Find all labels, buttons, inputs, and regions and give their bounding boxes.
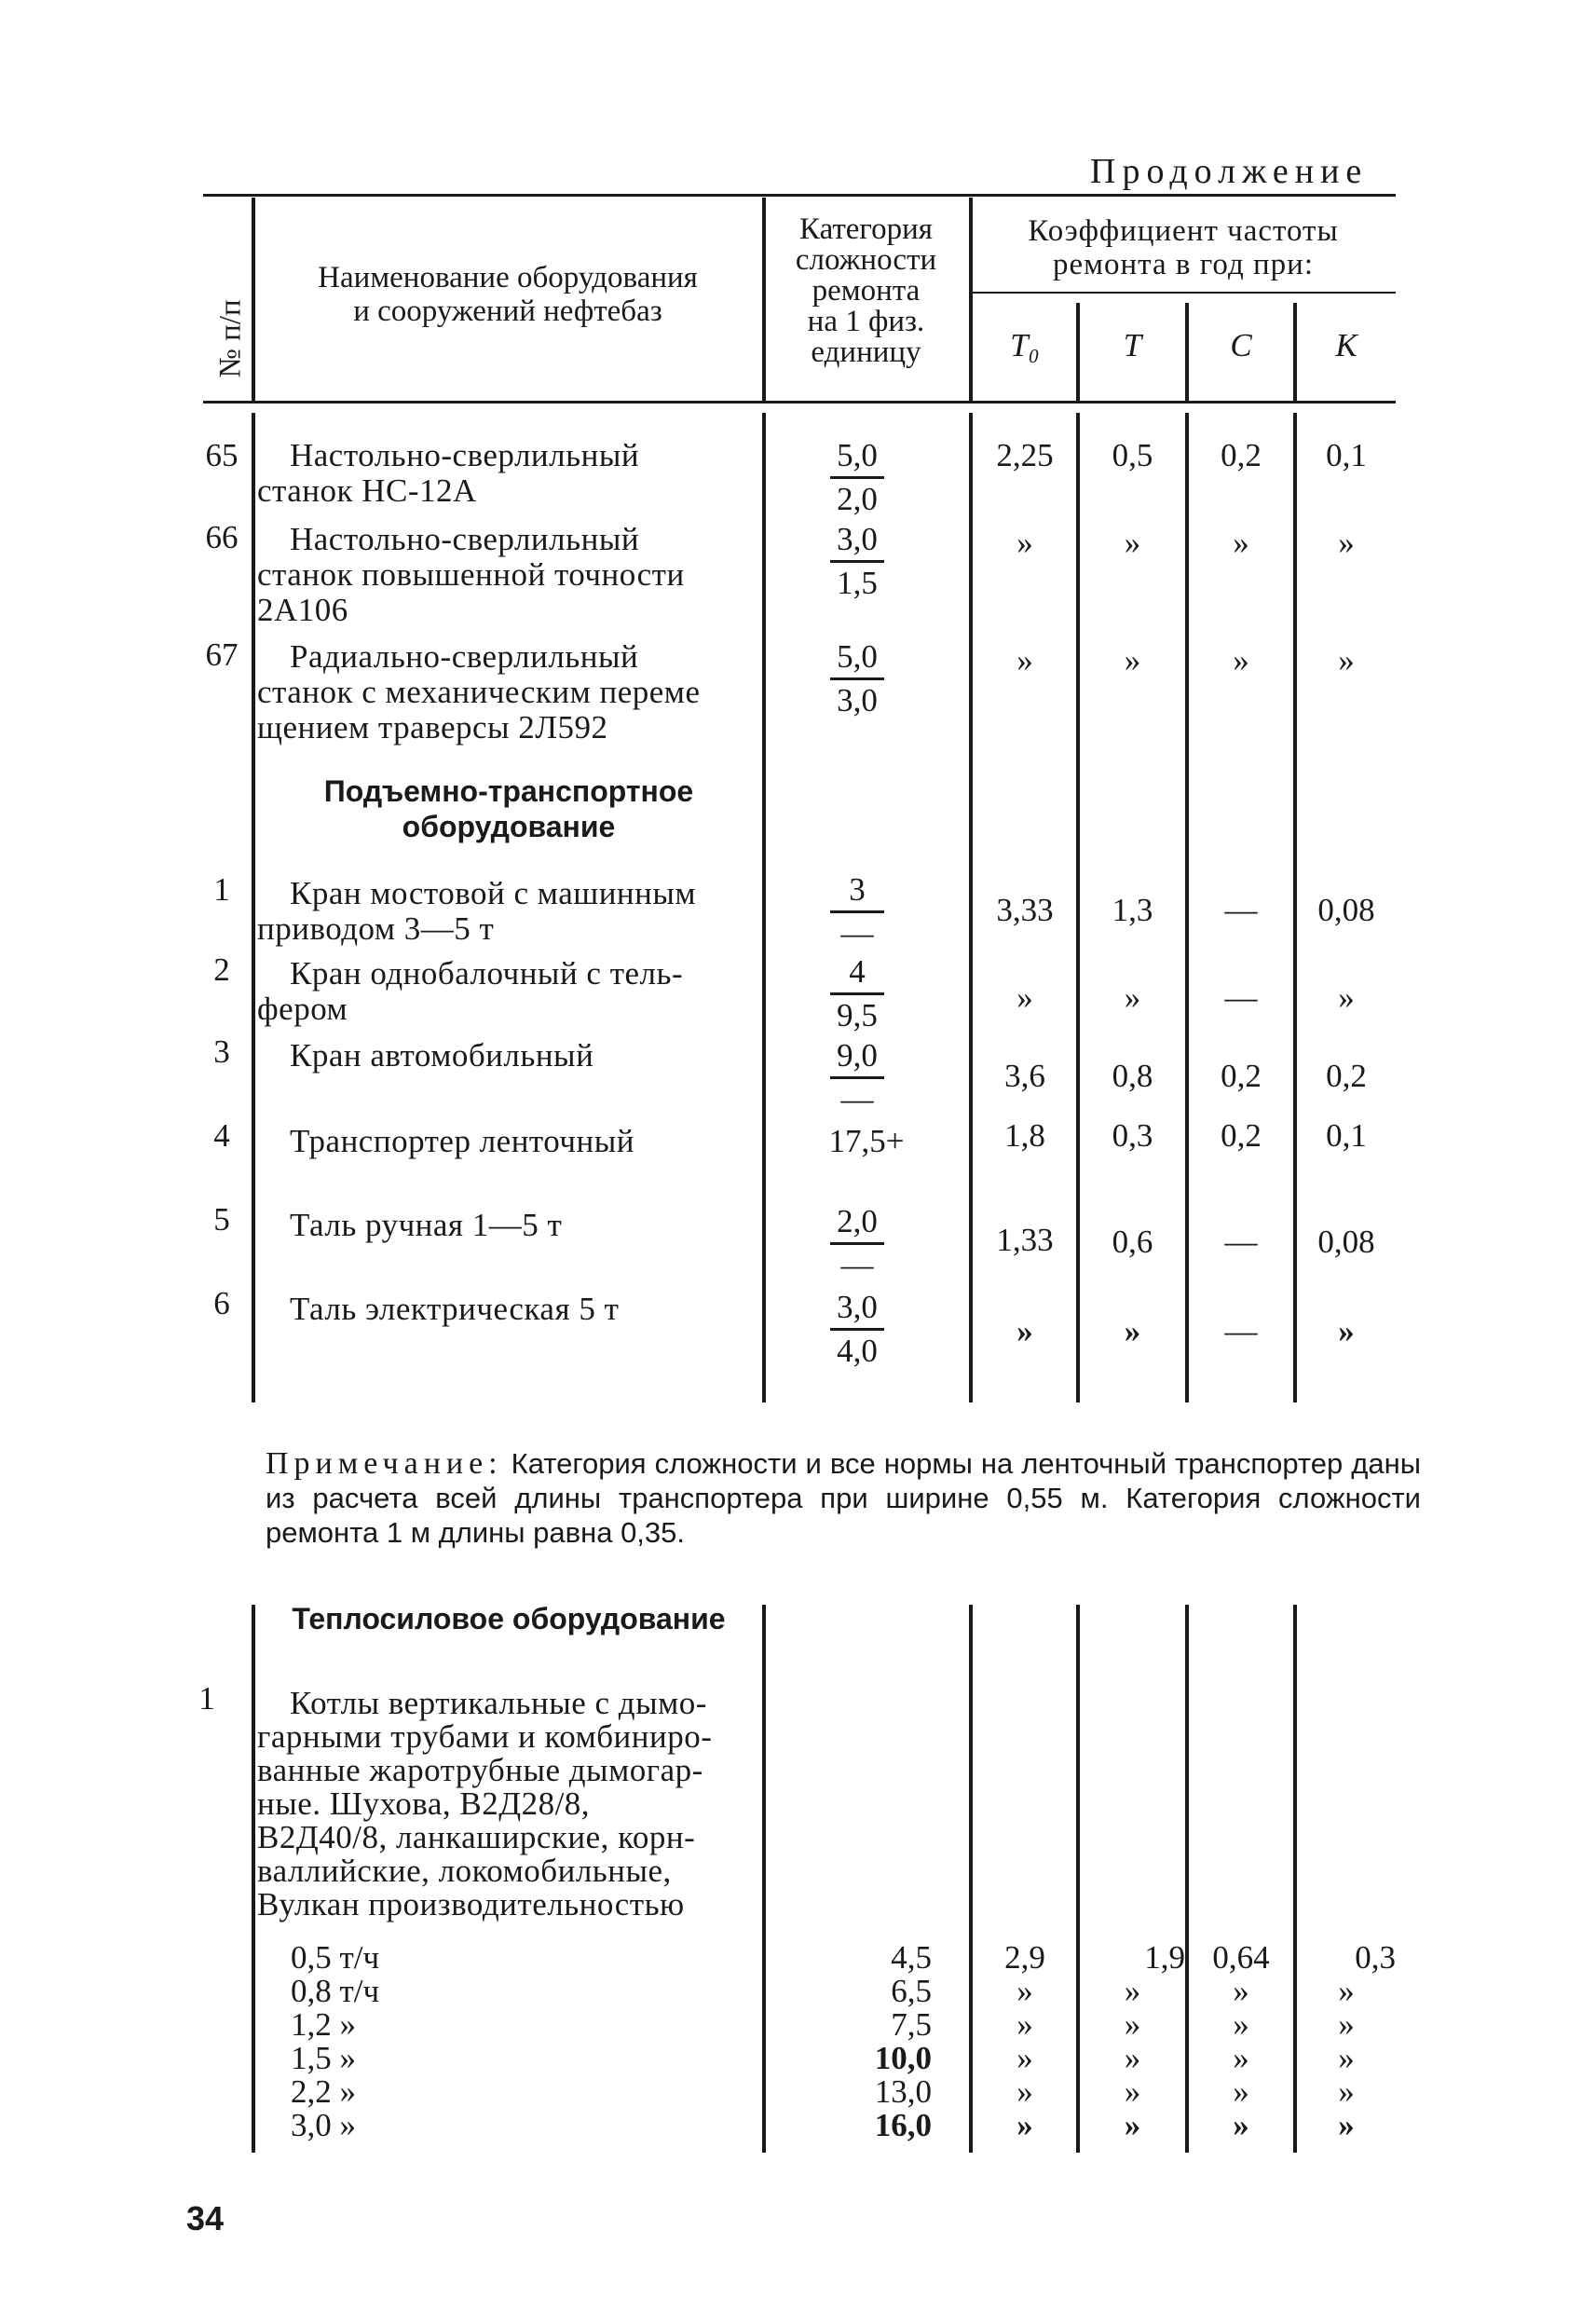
body-divider-cat	[969, 413, 973, 1402]
row-l1-category-den: —	[840, 915, 874, 951]
section-lifting-line2: оборудование	[402, 810, 616, 843]
boiler-row3-t: »	[1124, 2006, 1141, 2043]
row-l5-category-den: —	[840, 1247, 874, 1283]
row-l3-name-line1: Кран автомобильный	[290, 1037, 594, 1074]
boiler-row5-t0: »	[1016, 2073, 1033, 2110]
row-l5-t0: 1,33	[996, 1222, 1054, 1258]
header-category-line4: на 1 физ.	[807, 305, 925, 338]
row-66-t: »	[1124, 525, 1141, 561]
header-category	[766, 214, 966, 368]
row-l1-category-bar	[830, 910, 884, 913]
row-l3-category-num: 9,0	[837, 1037, 878, 1074]
boiler-row5-t: »	[1124, 2073, 1141, 2110]
row-66-t0: »	[1016, 525, 1033, 561]
row-boiler-name-line7: Вулкан производительностью	[257, 1886, 685, 1922]
row-l2-c: —	[1224, 979, 1258, 1016]
block2-divider-num	[252, 1605, 255, 2153]
row-l4-name	[257, 1124, 760, 1159]
row-l4-c: 0,2	[1221, 1117, 1262, 1154]
boiler-row5-k: »	[1338, 2073, 1355, 2110]
row-l3-category-bar	[830, 1076, 884, 1079]
row-l6-c: —	[1224, 1313, 1258, 1349]
header-category-line2: сложности	[795, 243, 937, 277]
row-66-category-bar	[830, 560, 884, 563]
row-l6-category-den: 4,0	[837, 1333, 878, 1369]
row-67-number: 67	[205, 636, 239, 673]
row-66-category	[801, 522, 913, 601]
row-l6-number: 6	[213, 1285, 230, 1321]
row-boiler-name-line1: Котлы вертикальные с дымо-	[290, 1685, 707, 1721]
boiler-row2-k: »	[1338, 1973, 1355, 2009]
block2-divider-name	[762, 1605, 766, 2153]
boiler-row3-capacity: 1,2 »	[291, 2006, 356, 2043]
header-sub-k: K	[1335, 327, 1357, 363]
row-67-c: »	[1233, 642, 1249, 678]
row-l4-k: 0,1	[1326, 1117, 1367, 1154]
row-67-category-num: 5,0	[837, 638, 878, 675]
header-sub-t: T	[1123, 327, 1142, 363]
boiler-row1-t0: 2,9	[1004, 1939, 1045, 1976]
boiler-row5-category: 13,0	[874, 2073, 932, 2110]
row-l1-name	[257, 876, 760, 947]
boiler-row6-c: »	[1233, 2107, 1249, 2143]
table-note	[266, 1446, 1421, 1550]
row-65-c: 0,2	[1221, 437, 1262, 473]
row-l5-t: 0,6	[1112, 1224, 1153, 1260]
header-coef-rule	[972, 292, 1396, 294]
row-l2-t0: »	[1016, 979, 1033, 1016]
header-category-line1: Категория	[799, 212, 933, 246]
boiler-row5-capacity: 2,2 »	[291, 2073, 356, 2110]
row-l3-c: 0,2	[1221, 1058, 1262, 1094]
row-l4-number: 4	[213, 1117, 230, 1154]
row-l2-category	[801, 954, 913, 1033]
row-l3-number: 3	[213, 1033, 230, 1070]
boiler-row2-capacity: 0,8 т/ч	[291, 1973, 380, 2009]
row-l5-c: —	[1224, 1224, 1258, 1260]
row-l4-t: 0,3	[1112, 1117, 1153, 1154]
header-coef-line2: ремонта в год при:	[1052, 248, 1315, 281]
body-divider-num	[252, 413, 255, 1402]
row-boiler-name-line4: ные. Шухова, В2Д28/8,	[257, 1785, 591, 1822]
row-66-c: »	[1233, 525, 1249, 561]
header-category-line3: ремонта	[812, 274, 921, 308]
row-l1-number: 1	[213, 871, 230, 908]
row-66-name-line2: станок повышенной точности	[257, 556, 685, 593]
boiler-row6-capacity: 3,0 »	[291, 2107, 356, 2143]
boiler-row3-category: 7,5	[891, 2006, 932, 2043]
row-67-category-bar	[830, 677, 884, 680]
boiler-row1-c: 0,64	[1212, 1939, 1270, 1976]
boiler-row1-category: 4,5	[891, 1939, 932, 1976]
row-l5-k: 0,08	[1317, 1224, 1375, 1260]
block2-divider-cat	[969, 1605, 973, 2153]
header-sub-t0: T₀	[1010, 327, 1040, 363]
row-l6-category-bar	[830, 1328, 884, 1331]
boiler-row4-c: »	[1233, 2040, 1249, 2076]
row-l1-t0: 3,33	[996, 892, 1054, 928]
row-l5-category	[801, 1204, 913, 1283]
row-65-name-line2: станок НС-12А	[257, 472, 477, 509]
row-l3-k: 0,2	[1326, 1058, 1367, 1094]
boiler-row6-category: 16,0	[874, 2107, 932, 2143]
row-65-category	[801, 438, 913, 517]
header-bottom-rule	[203, 401, 1396, 404]
table-top-rule	[203, 194, 1396, 197]
note-label: Примечание:	[266, 1446, 503, 1481]
row-l2-category-bar	[830, 992, 884, 995]
row-l6-name	[257, 1292, 760, 1327]
header-num: № п/п	[213, 299, 248, 378]
header-coef	[974, 214, 1393, 281]
header-category-line5: единицу	[811, 335, 921, 369]
row-l6-category-num: 3,0	[837, 1289, 878, 1325]
row-67-name-line2: станок с механическим переме	[257, 674, 701, 710]
row-66-name-line3: 2А106	[257, 592, 348, 628]
row-l5-number: 5	[213, 1201, 230, 1238]
row-boiler-name-line5: В2Д40/8, ланкаширские, корн-	[257, 1819, 696, 1855]
row-l6-k: »	[1338, 1313, 1355, 1349]
row-l2-name-line1: Кран однобалочный с тель-	[290, 955, 684, 992]
boiler-row4-k: »	[1338, 2040, 1355, 2076]
row-l6-name-line1: Таль электрическая 5 т	[290, 1291, 620, 1327]
row-l4-category: 17,5+	[828, 1123, 905, 1159]
row-l4-name-line1: Транспортер ленточный	[290, 1123, 634, 1159]
boiler-row1-capacity: 0,5 т/ч	[291, 1939, 380, 1976]
row-l3-category-den: —	[840, 1081, 874, 1117]
row-67-t: »	[1124, 642, 1141, 678]
row-boiler-name	[257, 1687, 760, 1922]
boiler-row3-t0: »	[1016, 2006, 1033, 2043]
body-divider-name	[762, 413, 766, 1402]
boiler-row4-t0: »	[1016, 2040, 1033, 2076]
row-l1-category	[801, 872, 913, 951]
row-67-name	[257, 639, 760, 746]
row-l5-name	[257, 1208, 760, 1243]
continuation-label: Продолжение	[1090, 152, 1369, 191]
section-lifting-line1: Подъемно-транспортное	[323, 774, 694, 808]
boiler-row1-k: 0,3	[1355, 1939, 1396, 1976]
row-l3-t0: 3,6	[1004, 1058, 1045, 1094]
boiler-row5-c: »	[1233, 2073, 1249, 2110]
row-l1-t: 1,3	[1112, 892, 1153, 928]
row-boiler-name-line2: гарными трубами и комбиниро-	[257, 1718, 713, 1755]
row-66-name-line1: Настольно-сверлильный	[290, 521, 640, 557]
row-65-category-bar	[830, 476, 884, 479]
row-66-name	[257, 522, 760, 628]
row-65-t: 0,5	[1112, 437, 1153, 473]
row-66-category-den: 1,5	[837, 565, 878, 601]
row-l5-category-bar	[830, 1242, 884, 1245]
row-l6-category	[801, 1290, 913, 1369]
row-l1-category-num: 3	[849, 871, 866, 908]
row-67-name-line3: щением траверсы 2Л592	[257, 709, 608, 746]
row-l5-category-num: 2,0	[837, 1203, 878, 1239]
row-boiler-name-line3: ванные жаротрубные дымогар-	[257, 1752, 703, 1788]
row-l2-name-line2: фером	[257, 991, 348, 1027]
boiler-row2-t: »	[1124, 1973, 1141, 2009]
boiler-row3-c: »	[1233, 2006, 1249, 2043]
header-divider-cat	[969, 198, 973, 401]
section-lifting-heading	[257, 773, 760, 844]
row-l1-c: —	[1224, 892, 1258, 928]
row-l2-t: »	[1124, 979, 1141, 1016]
row-l2-number: 2	[213, 951, 230, 988]
boiler-row3-k: »	[1338, 2006, 1355, 2043]
header-sub-c: C	[1230, 327, 1252, 363]
row-l4-t0: 1,8	[1004, 1117, 1045, 1154]
row-67-t0: »	[1016, 642, 1033, 678]
header-name	[256, 261, 759, 328]
row-67-category	[801, 639, 913, 718]
row-l3-name	[257, 1038, 760, 1074]
row-65-k: 0,1	[1326, 437, 1367, 473]
boiler-row6-t: »	[1124, 2107, 1141, 2143]
row-l1-name-line2: приводом 3—5 т	[257, 910, 495, 947]
page-number: 34	[186, 2199, 225, 2237]
row-l5-name-line1: Таль ручная 1—5 т	[290, 1207, 563, 1243]
header-coef-line1: Коэффициент частоты	[1028, 214, 1339, 248]
row-l3-category	[801, 1038, 913, 1117]
row-67-category-den: 3,0	[837, 682, 878, 718]
row-l6-t0: »	[1016, 1313, 1033, 1349]
row-l2-category-num: 4	[849, 953, 866, 990]
row-66-category-num: 3,0	[837, 521, 878, 557]
section-thermal-heading: Теплосиловое оборудование	[292, 1602, 726, 1635]
row-l2-category-den: 9,5	[837, 997, 878, 1033]
boiler-row2-c: »	[1233, 1973, 1249, 2009]
boiler-row1-t: 1,9	[1144, 1939, 1185, 1976]
row-67-name-line1: Радиально-сверлильный	[290, 638, 639, 675]
boiler-row2-category: 6,5	[891, 1973, 932, 2009]
row-boiler-number: 1	[198, 1680, 215, 1717]
boiler-row6-t0: »	[1016, 2107, 1033, 2143]
row-66-k: »	[1338, 525, 1355, 561]
header-divider-num	[252, 198, 255, 401]
row-65-name	[257, 438, 760, 509]
boiler-row4-t: »	[1124, 2040, 1141, 2076]
boiler-row4-capacity: 1,5 »	[291, 2040, 356, 2076]
boiler-row6-k: »	[1338, 2107, 1355, 2143]
row-l3-t: 0,8	[1112, 1058, 1153, 1094]
row-l1-name-line1: Кран мостовой с машинным	[290, 875, 697, 911]
row-l2-k: »	[1338, 979, 1355, 1016]
note-text: Категория сложности и все нормы на ленточный транспортер даны из расчета всей длины транспортера при ширине 0,55 м. Категория сложности ремонта 1 м длины равна 0,35.	[266, 1447, 1421, 1549]
row-65-name-line1: Настольно-сверлильный	[290, 437, 640, 473]
row-67-k: »	[1338, 642, 1355, 678]
row-65-t0: 2,25	[996, 437, 1054, 473]
row-l1-k: 0,08	[1317, 892, 1375, 928]
row-66-number: 66	[205, 519, 239, 555]
boiler-row2-t0: »	[1016, 1973, 1033, 2009]
row-65-category-den: 2,0	[837, 481, 878, 517]
row-65-number: 65	[205, 437, 239, 473]
header-name-line2: и сооружений нефтебаз	[353, 294, 662, 328]
boiler-row4-category: 10,0	[874, 2040, 932, 2076]
row-boiler-name-line6: валлийские, локомобильные,	[257, 1853, 672, 1889]
header-name-line1: Наименование оборудования	[318, 261, 698, 294]
row-l6-t: »	[1124, 1313, 1141, 1349]
row-65-category-num: 5,0	[837, 437, 878, 473]
row-l2-name	[257, 956, 760, 1027]
